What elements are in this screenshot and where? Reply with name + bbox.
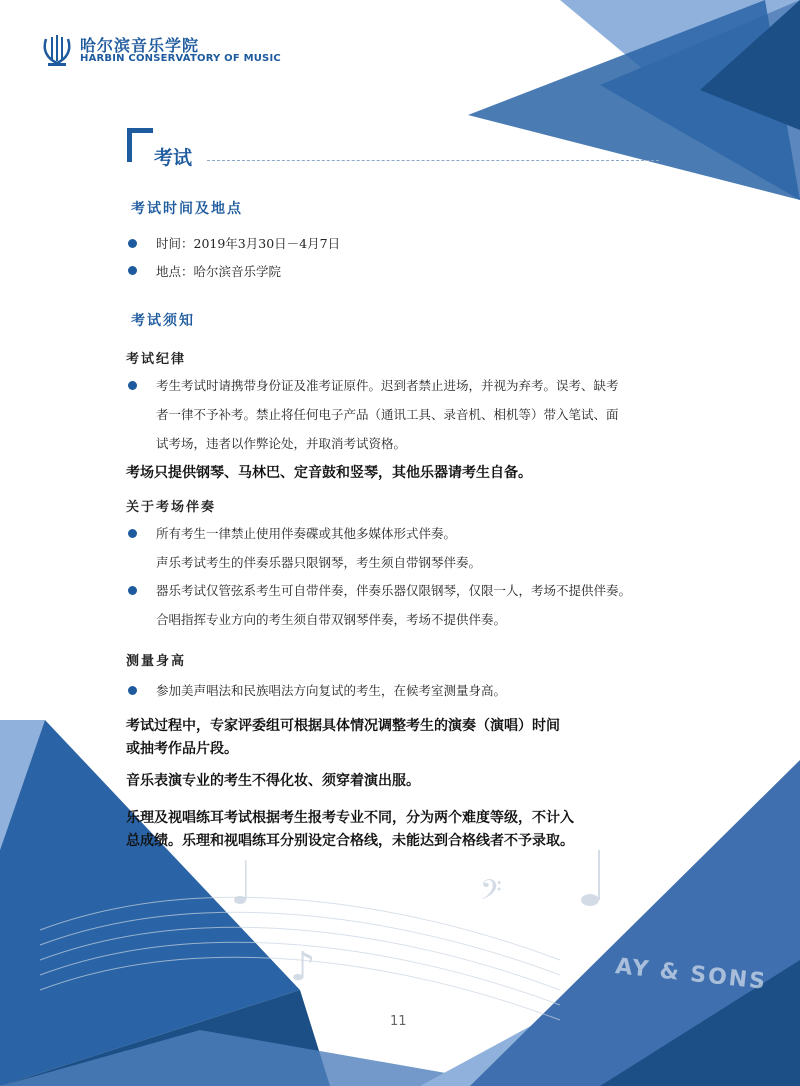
para3-line2: 总成绩。乐理和视唱练耳分别设定合格线，未能达到合格线者不予录取。 xyxy=(126,833,574,849)
height-item: 参加美声唱法和民族唱法方向复试的考生，在候考室测量身高。 xyxy=(156,683,507,698)
exam-time: 时间：2019年3月30日－4月7日 xyxy=(156,236,341,251)
discipline-line-3: 试考场，违者以作弊论处，并取消考试资格。 xyxy=(156,436,407,451)
instruments-note: 考场只提供钢琴、马林巴、定音鼓和竖琴，其他乐器请考生自备。 xyxy=(126,465,532,481)
accompaniment-item2-line2: 合唱指挥专业方向的考生须自带双钢琴伴奏，考场不提供伴奏。 xyxy=(156,612,507,627)
bullet-icon xyxy=(128,529,137,538)
para3-line1: 乐理及视唱练耳考试根据考生报考专业不同，分为两个难度等级，不计入 xyxy=(126,810,574,826)
exam-place: 地点：哈尔滨音乐学院 xyxy=(156,264,282,279)
svg-text:𝄢: 𝄢 xyxy=(480,874,502,914)
section-divider xyxy=(207,160,659,161)
brand-name-en: HARBIN CONSERVATORY OF MUSIC xyxy=(80,53,281,64)
accompaniment-heading: 关于考场伴奏 xyxy=(126,500,217,515)
section-title: 考试 xyxy=(154,147,193,169)
bullet-icon xyxy=(128,586,137,595)
height-heading: 测量身高 xyxy=(126,654,187,669)
bullet-icon xyxy=(128,381,137,390)
brand-name-cn: 哈尔滨音乐学院 xyxy=(80,36,200,55)
bullet-icon xyxy=(128,266,137,275)
accompaniment-item1-line1: 所有考生一律禁止使用伴奏碟或其他多媒体形式伴奏。 xyxy=(156,526,457,541)
music-notes xyxy=(234,850,600,990)
bullet-icon xyxy=(128,686,137,695)
section-bracket-icon xyxy=(127,128,153,162)
para1-line2: 或抽考作品片段。 xyxy=(126,741,238,757)
discipline-line-1: 考生考试时请携带身份证及准考证原件。迟到者禁止进场，并视为弃考。误考、缺考 xyxy=(156,378,619,393)
time-place-heading: 考试时间及地点 xyxy=(131,201,243,217)
accompaniment-item2-line1: 器乐考试仅管弦系考生可自带伴奏，伴奏乐器仅限钢琴，仅限一人，考场不提供伴奏。 xyxy=(156,583,632,598)
svg-text:♪: ♪ xyxy=(290,944,316,990)
watermark-text: AY & SONS xyxy=(614,954,769,995)
notice-heading: 考试须知 xyxy=(131,313,195,329)
lyre-icon xyxy=(42,33,72,67)
bullet-icon xyxy=(128,239,137,248)
para1-line1: 考试过程中，专家评委组可根据具体情况调整考生的演奏（演唱）时间 xyxy=(126,718,560,734)
accompaniment-item1-line2: 声乐考试考生的伴奏乐器只限钢琴，考生须自带钢琴伴奏。 xyxy=(156,555,482,570)
discipline-line-2: 者一律不予补考。禁止将任何电子产品（通讯工具、录音机、相机等）带入笔试、面 xyxy=(156,407,619,422)
para2: 音乐表演专业的考生不得化妆、须穿着演出服。 xyxy=(126,773,420,789)
discipline-heading: 考试纪律 xyxy=(126,352,187,367)
page-number: 11 xyxy=(390,1014,407,1029)
